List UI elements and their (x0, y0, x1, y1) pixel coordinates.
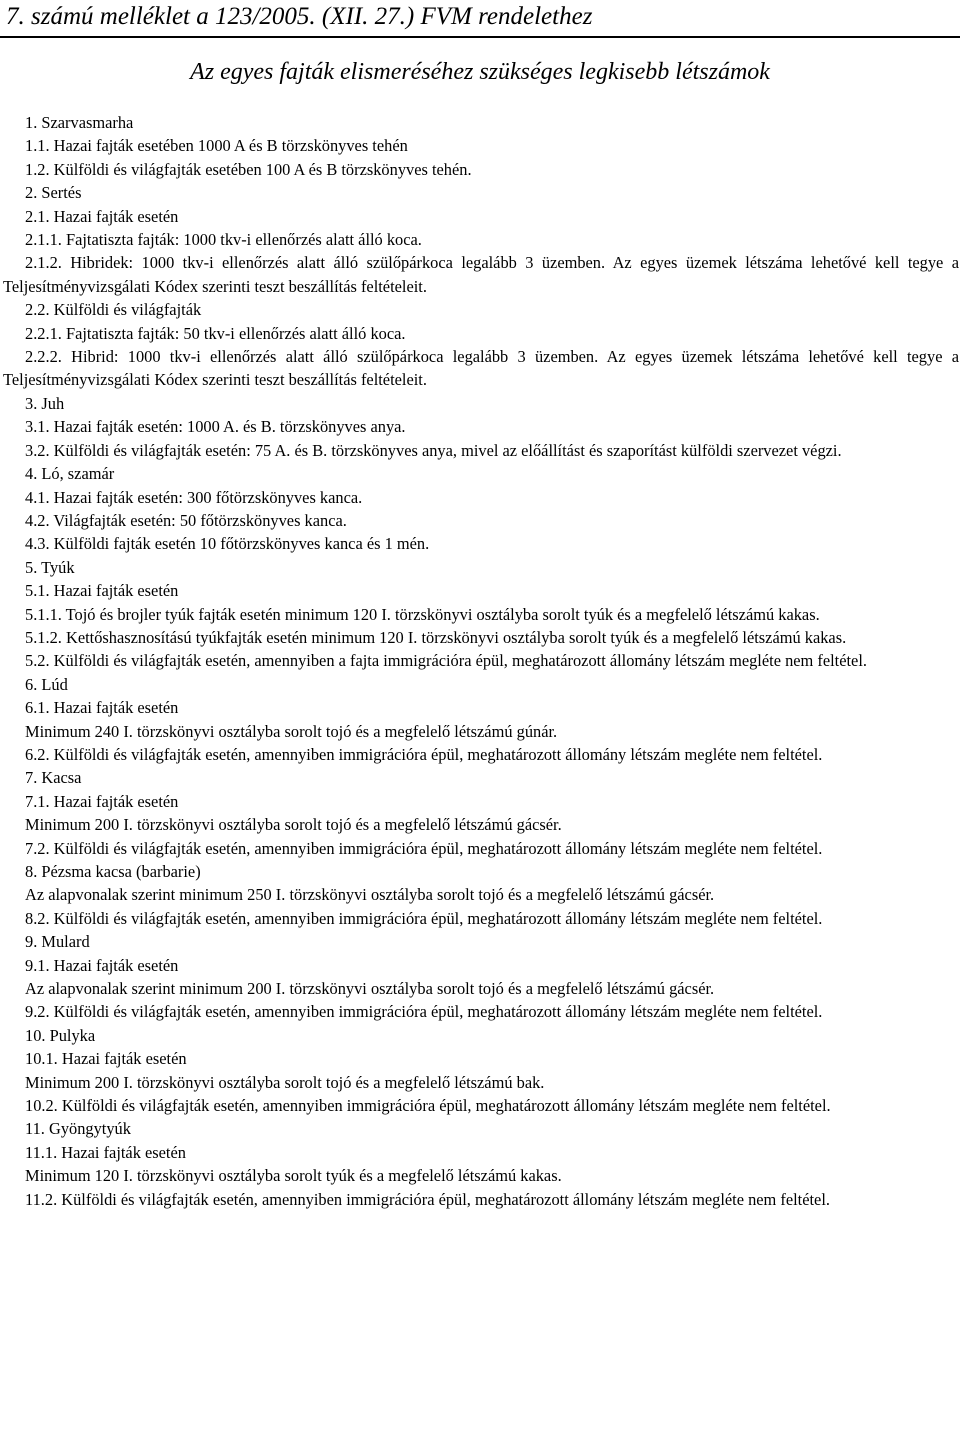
document-paragraph: 7. Kacsa (25, 768, 82, 788)
document-paragraph: 2.1. Hazai fajták esetén (25, 206, 179, 226)
document-paragraph: Minimum 120 I. törzskönyvi osztályba sorolt tyúk és a megfelelő létszámú kakas. (25, 1166, 562, 1186)
document-paragraph: Minimum 240 I. törzskönyvi osztályba sorolt tojó és a megfelelő létszámú gúnár. (25, 721, 558, 741)
document-paragraph: 6. Lúd (25, 674, 68, 694)
document-body (3, 111, 959, 1211)
document-paragraph: 9.2. Külföldi és világfajták esetén, amennyiben immigrációra épül, meghatározott állomány létszám megléte nem feltétel. (25, 1002, 823, 1022)
document-paragraph: 2.2.1. Fajtatiszta fajták: 50 tkv-i ellenőrzés alatt álló koca. (25, 323, 406, 343)
document-paragraph: 5.1. Hazai fajták esetén (25, 581, 179, 601)
document-paragraph: 7.1. Hazai fajták esetén (25, 791, 179, 811)
document-paragraph: 2.1.1. Fajtatiszta fajták: 1000 tkv-i ellenőrzés alatt álló koca. (25, 230, 422, 250)
document-paragraph: 4.1. Hazai fajták esetén: 300 főtörzskönyves kanca. (25, 487, 363, 507)
document-paragraph: 8. Pézsma kacsa (barbarie) (25, 862, 201, 881)
document-paragraph: 10.2. Külföldi és világfajták esetén, amennyiben immigrációra épül, meghatározott állomány létszám megléte nem feltétel. (25, 1096, 831, 1116)
document-paragraph: 10. Pulyka (25, 1025, 96, 1045)
document-paragraph: 8.2. Külföldi és világfajták esetén, amennyiben immigrációra épül, meghatározott állomány létszám megléte nem feltétel. (25, 908, 823, 928)
document-paragraph: 9. Mulard (25, 932, 90, 952)
document-paragraph: 1.1. Hazai fajták esetében 1000 A és B törzskönyves tehén (25, 136, 408, 156)
document-paragraph: 5.2. Külföldi és világfajták esetén, amennyiben a fajta immigrációra épül, meghatározott állomány létszám megléte nem feltétel. (25, 651, 867, 671)
document-paragraph: 6.2. Külföldi és világfajták esetén, amennyiben immigrációra épül, meghatározott állomány létszám megléte nem feltétel. (25, 744, 823, 764)
document-paragraph: Minimum 200 I. törzskönyvi osztályba sorolt tojó és a megfelelő létszámú gácsér. (25, 815, 562, 835)
document-paragraph: Az alapvonalak szerint minimum 200 I. törzskönyvi osztályba sorolt tojó és a megfelelő létszámú gácsér. (25, 979, 715, 999)
document-paragraph: 7.2. Külföldi és világfajták esetén, amennyiben immigrációra épül, meghatározott állomány létszám megléte nem feltétel. (25, 838, 823, 858)
document-paragraph: Az alapvonalak szerint minimum 250 I. törzskönyvi osztályba sorolt tojó és a megfelelő létszámú gácsér. (25, 885, 715, 905)
header-title: 7. számú melléklet a 123/2005. (XII. 27.) FVM rendelethez (6, 3, 593, 30)
document-paragraph: 9.1. Hazai fajták esetén (25, 955, 179, 975)
document-paragraph: 2.2.2. Hibrid: 1000 tkv-i ellenőrzés alatt álló szülőpárkoca legalább 3 üzemben. Az egyes üzemek létszáma lehetővé kell tegye a Teljesítményvizsgálati Kódex szerinti teszt beszállítás feltételeit. (3, 347, 959, 390)
document-paragraph: 3. Juh (25, 393, 65, 413)
document-paragraph: Minimum 200 I. törzskönyvi osztályba sorolt tojó és a megfelelő létszámú bak. (25, 1072, 545, 1092)
document-paragraph: 6.1. Hazai fajták esetén (25, 698, 179, 718)
header-divider (0, 36, 960, 38)
document-paragraph: 11.1. Hazai fajták esetén (25, 1142, 186, 1162)
document-paragraph: 5.1.1. Tojó és brojler tyúk fajták esetén minimum 120 I. törzskönyvi osztályba sorolt tyúk és a megfelelő létszámú kakas. (25, 604, 820, 624)
document-paragraph: 2. Sertés (25, 183, 82, 203)
document-paragraph: 1. Szarvasmarha (25, 113, 134, 132)
document-paragraph: 11.2. Külföldi és világfajták esetén, amennyiben immigrációra épül, meghatározott állomány létszám megléte nem feltétel. (25, 1189, 830, 1209)
document-paragraph: 5.1.2. Kettőshasznosítású tyúkfajták esetén minimum 120 I. törzskönyvi osztályba sorolt tyúk és a megfelelő létszámú kakas. (25, 627, 847, 647)
document-paragraph: 10.1. Hazai fajták esetén (25, 1049, 187, 1069)
document-paragraph: 11. Gyöngytyúk (25, 1119, 131, 1139)
document-title: Az egyes fajták elismeréséhez szükséges legkisebb létszámok (190, 59, 770, 85)
document-paragraph: 4.2. Világfajták esetén: 50 főtörzskönyves kanca. (25, 510, 347, 530)
document-paragraph: 4. Ló, szamár (25, 464, 115, 484)
document-paragraph: 5. Tyúk (25, 557, 75, 577)
document-paragraph: 4.3. Külföldi fajták esetén 10 főtörzskönyves kanca és 1 mén. (25, 534, 430, 554)
document-paragraph: 1.2. Külföldi és világfajták esetében 100 A és B törzskönyves tehén. (25, 159, 472, 179)
document-paragraph: 3.2. Külföldi és világfajták esetén: 75 A. és B. törzskönyves anya, mivel az előállítást és szaporítást külföldi szervezet végzi. (25, 440, 842, 460)
document-paragraph: 2.2. Külföldi és világfajták (25, 300, 202, 320)
document-paragraph: 2.1.2. Hibridek: 1000 tkv-i ellenőrzés alatt álló szülőpárkoca legalább 3 üzemben. Az egyes üzemek létszáma lehetővé kell tegye a Teljesítményvizsgálati Kódex szerinti teszt beszállítás feltételeit. (3, 253, 959, 296)
document-paragraph: 3.1. Hazai fajták esetén: 1000 A. és B. törzskönyves anya. (25, 417, 406, 437)
